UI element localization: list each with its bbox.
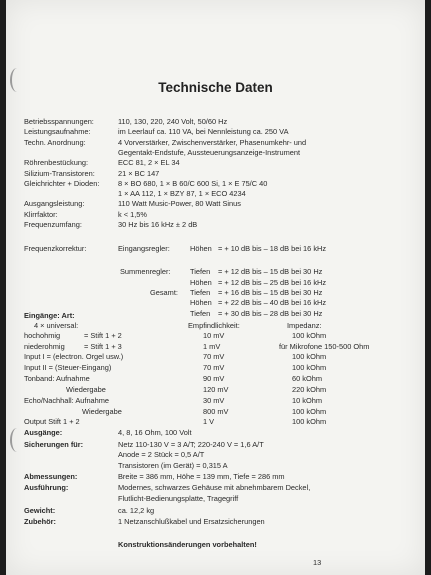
input-sensitivity: 90 mV [203, 374, 225, 383]
spec-value: Breite = 386 mm, Höhe = 139 mm, Tiefe = 286 mm [118, 472, 285, 481]
freq-range: = + 22 dB bis – 40 dB bei 16 kHz [218, 298, 327, 307]
freq-range: = + 16 dB bis – 15 dB bei 30 Hz [218, 288, 323, 297]
freq-range: = + 30 dB bis – 28 dB bei 30 Hz [218, 309, 323, 318]
input-name: Wiedergabe [82, 407, 122, 416]
spec-value: 1 Netzanschlußkabel und Ersatzsicherungen [118, 517, 265, 526]
spec-value: Transistoren (im Gerät) = 0,315 A [118, 461, 228, 470]
freq-band: Tiefen [190, 267, 211, 276]
input-sensitivity: 1 V [203, 417, 215, 426]
spec-label: Betriebsspannungen: [24, 117, 94, 126]
input-impedance: für Mikrofone 150-500 Ohm [279, 342, 370, 351]
freq-label: Frequenzkorrektur: [24, 244, 87, 253]
page-title: Technische Daten [158, 80, 273, 95]
freq-group: Eingangsregler: [118, 244, 170, 253]
input-pin: = Stift 1 + 2 [84, 331, 122, 340]
spec-label: Ausführung: [24, 483, 69, 492]
spec-label: Ausgangsleistung: [24, 199, 85, 209]
spec-value: ECC 81, 2 × EL 34 [118, 158, 180, 168]
spec-value: Gegentakt-Endstufe, Aussteuerungsanzeige-Instrument [118, 147, 301, 157]
spec-value: 110, 130, 220, 240 Volt, 50/60 Hz [118, 117, 228, 126]
punch-hole-bottom [10, 428, 24, 452]
spec-label: Gleichrichter + Dioden: [24, 178, 100, 188]
input-impedance: 100 kOhm [292, 331, 327, 340]
input-impedance: 10 kOhm [292, 396, 322, 405]
spec-label: Frequenzumfang: [24, 220, 82, 229]
input-impedance: 100 kOhm [292, 363, 327, 372]
freq-range: = + 10 dB bis – 18 dB bei 16 kHz [218, 244, 327, 253]
input-name: hochohmig [24, 331, 61, 340]
freq-group: Summenregler: [120, 267, 171, 276]
input-name: 4 × universal: [34, 321, 79, 330]
spec-label: Leistungsaufnahme: [24, 127, 91, 137]
input-sensitivity: 800 mV [203, 407, 229, 416]
input-sensitivity: 10 mV [203, 331, 225, 340]
spec-label: Röhrenbestückung: [24, 158, 89, 168]
input-sensitivity: 70 mV [203, 352, 225, 361]
spec-label: Abmessungen: [24, 472, 78, 481]
spec-value: ca. 12,2 kg [118, 506, 155, 515]
freq-band: Höhen [190, 278, 212, 287]
spec-label: Ausgänge: [24, 428, 63, 437]
input-name: Input II = (Steuer-Eingang) [24, 363, 112, 372]
spec-value: 4, 8, 16 Ohm, 100 Volt [118, 428, 192, 437]
spec-value: 4 Vorverstärker, Zwischenverstärker, Phasenumkehr- und [118, 137, 307, 147]
input-name: Wiedergabe [66, 385, 106, 394]
spec-value: 30 Hz bis 16 kHz ± 2 dB [118, 220, 198, 229]
input-impedance: 100 kOhm [292, 352, 327, 361]
input-impedance: 100 kOhm [292, 417, 327, 426]
input-name: Output Stift 1 + 2 [24, 417, 80, 426]
spec-value: Anode = 2 Stück = 0,5 A/T [118, 450, 205, 459]
input-name: niederohmig [24, 342, 65, 351]
input-impedance: 100 kOhm [292, 407, 327, 416]
spec-label: Klirrfaktor: [24, 209, 58, 219]
footer-note: Konstruktionsänderungen vorbehalten! [118, 540, 257, 549]
page-number: 13 [313, 558, 322, 567]
spec-value: Flutlicht-Bedienungsplatte, Tragegriff [118, 494, 239, 503]
spec-value: im Leerlauf ca. 110 VA, bei Nennleistung ca. 250 VA [118, 127, 289, 137]
spec-label: Gewicht: [24, 506, 56, 515]
input-name: Echo/Nachhall: Aufnahme [24, 396, 110, 405]
freq-band: Tiefen [190, 288, 211, 297]
freq-band: Höhen [190, 244, 212, 253]
freq-group: Gesamt: [150, 288, 178, 297]
input-sensitivity: 70 mV [203, 363, 225, 372]
input-impedance: 220 kOhm [292, 385, 327, 394]
spec-label: Sicherungen für: [24, 440, 84, 449]
input-pin: = Stift 1 + 3 [84, 342, 122, 351]
spec-value: 21 × BC 147 [118, 168, 160, 178]
spec-value: 8 × BO 680, 1 × B 60/C 600 Si, 1 × E 75/C 40 [118, 178, 268, 188]
spec-value: Modernes, schwarzes Gehäuse mit abnehmbarem Deckel, [118, 483, 311, 492]
inputs-label: Eingänge: Art: [24, 311, 75, 320]
input-sensitivity: 120 mV [203, 385, 229, 394]
spec-label: Techn. Anordnung: [24, 137, 86, 147]
freq-band: Höhen [190, 298, 212, 307]
impedance-header: Impedanz: [287, 321, 322, 330]
spec-label: Silizium-Transistoren: [24, 168, 95, 178]
freq-band: Tiefen [190, 309, 211, 318]
spec-value: k < 1,5% [118, 209, 147, 219]
input-sensitivity: 30 mV [203, 396, 225, 405]
input-name: Tonband: Aufnahme [24, 374, 90, 383]
spec-label: Zubehör: [24, 517, 57, 526]
spec-value: Netz 110-130 V = 3 A/T; 220-240 V = 1,6 A/T [118, 440, 264, 449]
freq-range: = + 12 dB bis – 25 dB bei 16 kHz [218, 278, 327, 287]
input-sensitivity: 1 mV [203, 342, 221, 351]
input-impedance: 60 kOhm [292, 374, 322, 383]
spec-value: 1 × AA 112, 1 × BZY 87, 1 × ECO 4234 [118, 189, 246, 199]
spec-value: 110 Watt Music-Power, 80 Watt Sinus [118, 199, 241, 209]
sensitivity-header: Empfindlichkeit: [188, 321, 240, 330]
freq-range: = + 12 dB bis – 15 dB bei 30 Hz [218, 267, 323, 276]
input-name: Input I = (electron. Orgel usw.) [24, 352, 124, 361]
